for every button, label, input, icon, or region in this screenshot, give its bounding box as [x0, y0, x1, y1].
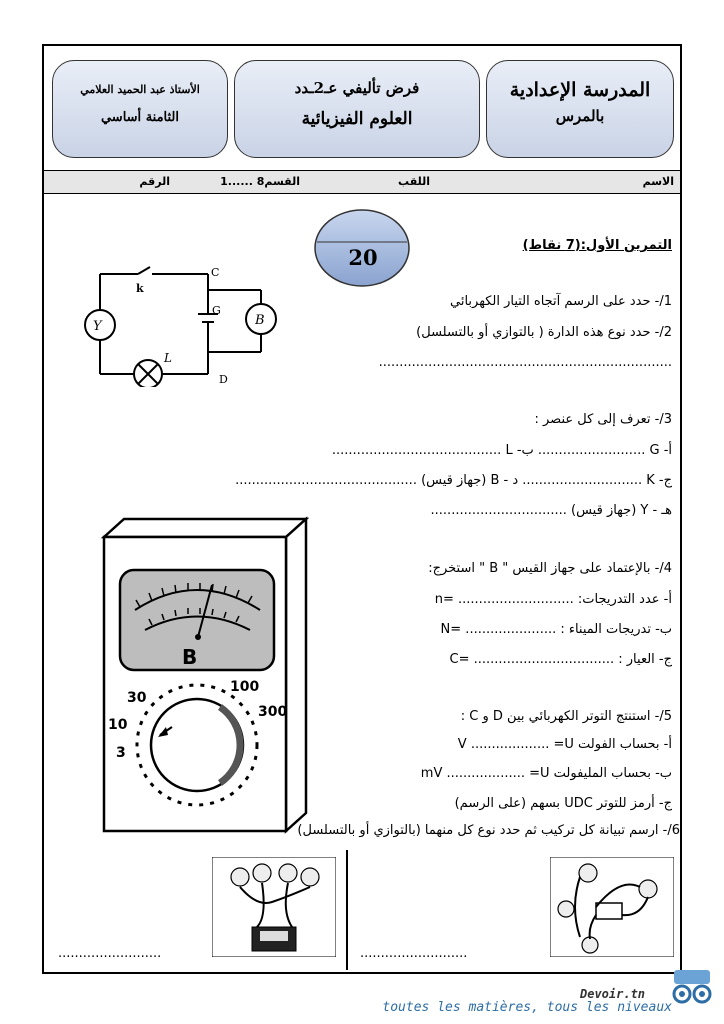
circuit-label-l: L — [164, 351, 172, 365]
meter-label: B — [182, 645, 198, 669]
answer-line-left: ......................... — [58, 946, 162, 961]
question-6: 6/- ارسم تبيانة كل تركيب ثم حدد نوع كل منهما (بالتوازي أو بالتسلسل) — [297, 823, 680, 838]
circuit-label-g: G — [212, 304, 221, 317]
question-3e: هـ - Y (جهاز قيس) ................................. — [430, 503, 672, 518]
question-4b: ب- تدريجات الميناء : ...................... =N — [440, 622, 672, 637]
question-2: 2/- حدد نوع هذه الدارة ( بالتوازي أو بالتسلسل) — [416, 325, 672, 340]
teacher-name: الأستاذ عبد الحميد العلامي — [80, 83, 200, 96]
exam-box — [234, 60, 480, 158]
footer-site: Devoir.tn — [580, 987, 646, 1001]
name-label: الاسم — [642, 175, 674, 188]
question-5b: ب- بحساب المليفولت mV ................... =U — [420, 766, 672, 781]
school-name: المدرسة الإعدادية — [509, 79, 651, 101]
student-info-bar — [44, 170, 680, 194]
circuit-label-d: D — [219, 373, 228, 386]
school-box — [486, 60, 674, 158]
question-2-answer-line: ....................................................................... — [378, 355, 672, 370]
bottom-divider — [346, 850, 348, 970]
devoir-logo-icon — [668, 968, 716, 1008]
question-4a: أ- عدد التدريجات: ............................ =n — [434, 592, 672, 607]
photo-series-circuit — [212, 857, 336, 957]
subject-title: العلوم الفيزيائية — [301, 109, 413, 129]
answer-line-right: .......................... — [360, 946, 468, 961]
circuit-label-k: k — [136, 282, 144, 295]
exercise-title: التمرين الأول:(7 نقاط) — [522, 238, 672, 253]
question-1: 1/- حدد على الرسم آتجاه التيار الكهربائي — [450, 294, 672, 309]
question-3: 3/- تعرف إلى كل عنصر : — [534, 412, 672, 427]
meter-scale-300: 300 — [258, 704, 288, 720]
school-city: بالمرس — [555, 107, 605, 125]
question-4: 4/- بالإعتماد على جهاز القيس " B " استخرج: — [428, 561, 672, 576]
question-5a: أ- بحساب الفولت V ................... =U — [457, 737, 672, 752]
number-label: الرقم — [139, 175, 170, 188]
meter-scale-3: 3 — [116, 745, 126, 761]
exam-title: فرض تأليفي عـ2ـدد — [294, 79, 420, 97]
meter-scale-100: 100 — [230, 679, 260, 695]
circuit-label-y: Y — [93, 319, 102, 334]
meter-scale-30: 30 — [127, 690, 147, 706]
question-3a: أ- G .......................... ب- L ......................................... — [331, 443, 672, 458]
circuit-diagram — [78, 262, 298, 387]
score-value: 20 — [348, 245, 378, 270]
surname-label: اللقب — [398, 175, 430, 188]
circuit-label-b: B — [255, 313, 265, 328]
circuit-label-c: C — [211, 266, 220, 279]
question-3c: ج- K ............................. د - B (جهاز قيس) ............................................ — [235, 473, 672, 488]
teacher-box — [52, 60, 228, 158]
question-4c: ج- العيار : .................................. =C — [449, 652, 672, 667]
grade-level: الثامنة أساسي — [100, 110, 180, 125]
photo-parallel-circuit — [550, 857, 674, 957]
class-label: القسم8 ......1 — [220, 175, 300, 188]
footer-tagline: toutes les matières, tous les niveaux — [382, 1000, 672, 1015]
question-5c: ج- أرمز للتوتر UDC بسهم (على الرسم) — [454, 796, 672, 811]
multimeter-drawing — [100, 515, 310, 835]
meter-scale-10: 10 — [108, 717, 128, 733]
question-5: 5/- استنتج التوتر الكهربائي بين D و C : — [460, 709, 672, 724]
